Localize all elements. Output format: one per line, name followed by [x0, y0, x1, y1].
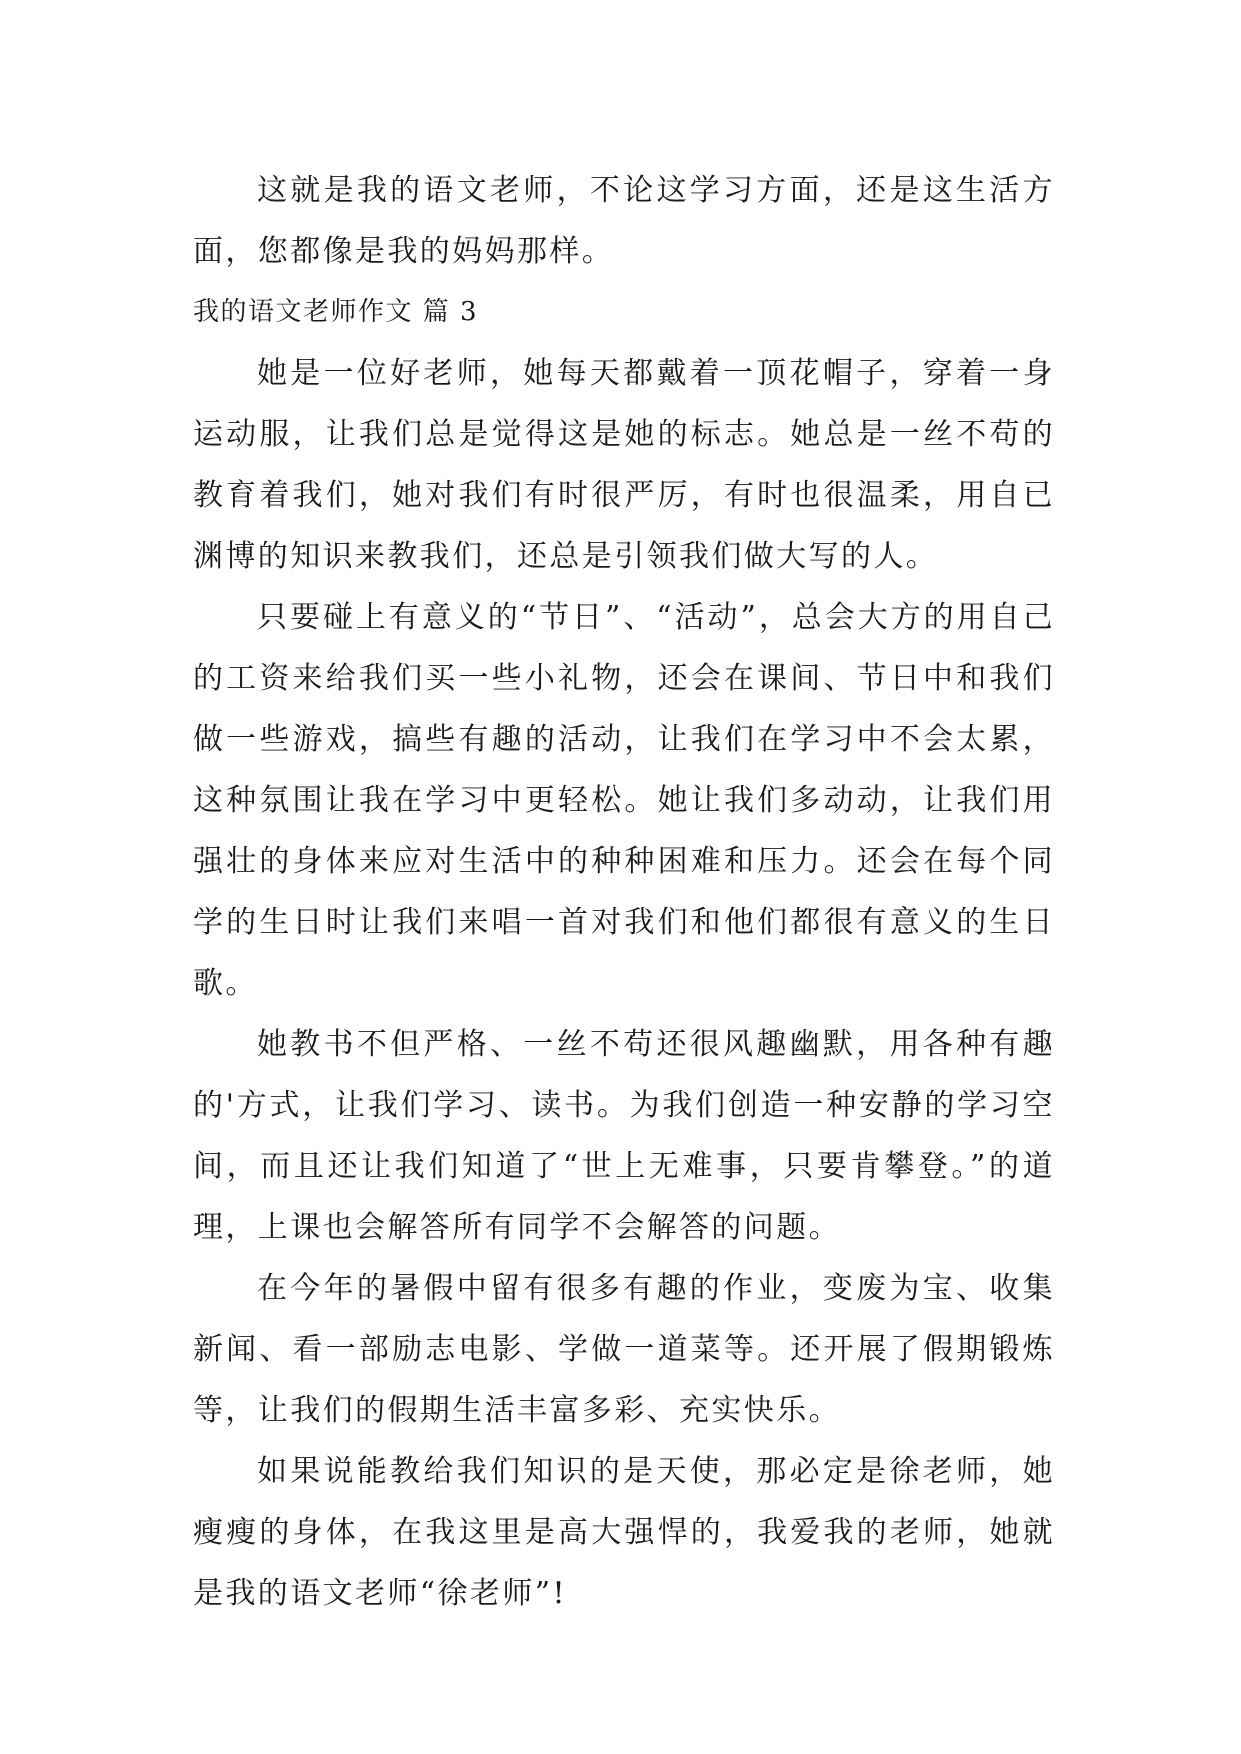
essay-heading: 我的语文老师作文 篇 3	[193, 297, 479, 327]
paragraph-3: 她教书不但严格、一丝不苟还很风趣幽默，用各种有趣的'方式，让我们学习、读书。为我们创造一种安静的学习空间，而且还让我们知道了“世上无难事，只要肯攀登。”的道理，上课也会解答所有同学不会解答的问题。	[193, 1027, 1055, 1245]
paragraph-closing-prev: 这就是我的语文老师，不论这学习方面，还是这生活方面，您都像是我的妈妈那样。	[193, 173, 1055, 269]
paragraph-5: 如果说能教给我们知识的是天使，那必定是徐老师，她瘦瘦的身体，在我这里是高大强悍的，我爱我的老师，她就是我的语文老师“徐老师”!	[193, 1454, 1055, 1611]
paragraph-4: 在今年的暑假中留有很多有趣的作业，变废为宝、收集新闻、看一部励志电影、学做一道菜等。还开展了假期锻炼等，让我们的假期生活丰富多彩、充实快乐。	[193, 1271, 1055, 1428]
paragraph-2: 只要碰上有意义的“节日”、“活动”，总会大方的用自己的工资来给我们买一些小礼物，还会在课间、节日中和我们做一些游戏，搞些有趣的活动，让我们在学习中不会太累，这种氛围让我在学习中更轻松。她让我们多动动，让我们用强壮的身体来应对生活中的种种困难和压力。还会在每个同学的生日时让我们来唱一首对我们和他们都很有意义的生日歌。	[193, 600, 1055, 1001]
paragraph-1: 她是一位好老师，她每天都戴着一顶花帽子，穿着一身运动服，让我们总是觉得这是她的标志。她总是一丝不苟的教育着我们，她对我们有时很严厉，有时也很温柔，用自已渊博的知识来教我们，还总是引领我们做大写的人。	[193, 356, 1055, 574]
document-page	[193, 160, 1055, 1624]
